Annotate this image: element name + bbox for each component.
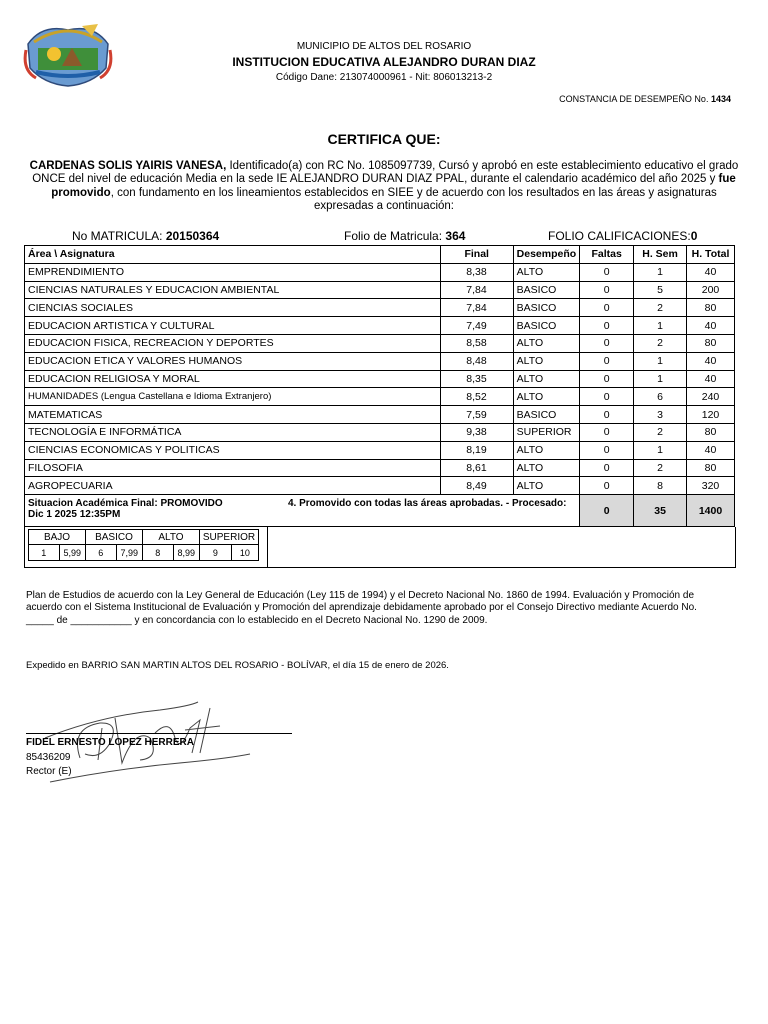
cell-htotal: 240 [687,388,735,406]
cell-hsem: 8 [634,477,687,495]
cell-area: CIENCIAS SOCIALES [25,299,441,317]
scale-value: 5,99 [59,545,85,561]
cell-htotal: 320 [687,477,735,495]
performance-scale [28,529,259,561]
cell-desempeno: BASICO [513,406,580,424]
cell-htotal: 80 [687,423,735,441]
cell-final: 8,58 [440,334,513,352]
cell-htotal: 80 [687,334,735,352]
table-row [25,406,735,424]
situacion-final: Situacion Académica Final: PROMOVIDO [28,498,223,510]
cell-hsem: 5 [634,281,687,299]
table-row [25,441,735,459]
grades-table [24,245,735,527]
scale-label-basico: BASICO [86,530,143,545]
cell-hsem: 2 [634,299,687,317]
student-name: CARDENAS SOLIS YAIRIS VANESA, [29,160,227,172]
cell-faltas: 0 [580,406,634,424]
table-header-row [25,246,735,264]
cell-area: AGROPECUARIA [25,477,441,495]
table-row [25,352,735,370]
cell-faltas: 0 [580,281,634,299]
cell-htotal: 40 [687,370,735,388]
cell-desempeno: BASICO [513,281,580,299]
table-row [25,477,735,495]
cell-final: 7,59 [440,406,513,424]
cell-area: HUMANIDADES (Lengua Castellana e Idioma Extranjero) [25,388,441,406]
cell-htotal: 200 [687,281,735,299]
scale-label-bajo: BAJO [29,530,86,545]
cell-hsem: 1 [634,263,687,281]
header-faltas: Faltas [580,246,634,264]
total-hsem: 35 [634,495,687,527]
cell-area: CIENCIAS ECONOMICAS Y POLITICAS [25,441,441,459]
cell-desempeno: ALTO [513,334,580,352]
cell-hsem: 1 [634,317,687,335]
header-hsem: H. Sem [634,246,687,264]
cell-final: 7,84 [440,299,513,317]
scale-value: 9 [200,545,232,561]
cell-faltas: 0 [580,299,634,317]
scale-value: 8 [143,545,174,561]
cell-final: 8,49 [440,477,513,495]
cell-desempeno: ALTO [513,352,580,370]
scale-value: 6 [86,545,117,561]
cell-area: FILOSOFIA [25,459,441,477]
folio-matricula: Folio de Matricula: 364 [344,229,466,243]
cell-desempeno: SUPERIOR [513,423,580,441]
cell-faltas: 0 [580,263,634,281]
header-final: Final [440,246,513,264]
total-faltas: 0 [580,495,634,527]
cell-hsem: 2 [634,334,687,352]
signatory-role: Rector (E) [26,766,72,777]
situacion-date: Dic 1 2025 12:35PM [28,509,121,521]
scale-box [24,527,736,568]
cell-faltas: 0 [580,459,634,477]
cell-area: EDUCACION ARTISTICA Y CULTURAL [25,317,441,335]
signatory-id: 85436209 [26,752,71,763]
cell-final: 7,49 [440,317,513,335]
matricula-number: No MATRICULA: 20150364 [72,229,220,243]
cell-hsem: 3 [634,406,687,424]
cell-hsem: 2 [634,459,687,477]
constancia-number: CONSTANCIA DE DESEMPEÑO No. 1434 [559,94,731,104]
cell-faltas: 0 [580,352,634,370]
table-row [25,299,735,317]
cell-htotal: 40 [687,317,735,335]
cell-hsem: 1 [634,441,687,459]
cell-area: MATEMATICAS [25,406,441,424]
certifica-title: CERTIFICA QUE: [327,131,441,147]
cell-faltas: 0 [580,370,634,388]
cell-faltas: 0 [580,388,634,406]
scale-label-alto: ALTO [143,530,200,545]
cell-faltas: 0 [580,423,634,441]
table-row [25,370,735,388]
cell-htotal: 40 [687,441,735,459]
cell-area: EMPRENDIMIENTO [25,263,441,281]
table-row [25,334,735,352]
cell-area: EDUCACION ETICA Y VALORES HUMANOS [25,352,441,370]
header-htotal: H. Total [687,246,735,264]
cell-faltas: 0 [580,441,634,459]
scale-value: 1 [29,545,60,561]
scale-value: 8,99 [173,545,199,561]
header-desempeno: Desempeño [513,246,580,264]
total-htotal: 1400 [687,495,735,527]
cell-faltas: 0 [580,477,634,495]
municipality: MUNICIPIO DE ALTOS DEL ROSARIO [296,41,472,52]
header-area: Área \ Asignatura [25,246,441,264]
legal-text: Plan de Estudios de acuerdo con la Ley General de Educación (Ley 115 de 1994) y el Decreto Nacional No. 1860 de 1994. Evaluación y Promoción de acuerdo con el Sistema Institucional de Evaluación y Promoción del aprendizaje debidamente aprobado por el Consejo Directivo mediante Acuerdo No. _____ de ___________ y en concordancia con lo establecido en el Decreto Nacional No. 1290 de 2009. [26,590,697,626]
totals-row [25,495,735,527]
cell-hsem: 6 [634,388,687,406]
cell-desempeno: ALTO [513,459,580,477]
scale-label-superior: SUPERIOR [200,530,259,545]
cell-final: 7,84 [440,281,513,299]
table-row [25,459,735,477]
table-row [25,281,735,299]
cell-htotal: 80 [687,299,735,317]
cell-area: EDUCACION RELIGIOSA Y MORAL [25,370,441,388]
table-row [25,317,735,335]
table-row [25,423,735,441]
cell-desempeno: ALTO [513,370,580,388]
cell-final: 8,52 [440,388,513,406]
cell-htotal: 40 [687,352,735,370]
cell-area: EDUCACION FISICA, RECREACION Y DEPORTES [25,334,441,352]
cell-hsem: 1 [634,370,687,388]
cell-htotal: 80 [687,459,735,477]
cell-final: 8,61 [440,459,513,477]
scale-value: 10 [231,545,258,561]
institution-name: INSTITUCION EDUCATIVA ALEJANDRO DURAN DIAZ [232,55,536,69]
issue-place-date: Expedido en BARRIO SAN MARTIN ALTOS DEL ROSARIO - BOLÍVAR, el día 15 de enero de 2026. [26,660,449,671]
cell-area: TECNOLOGÍA E INFORMÁTICA [25,423,441,441]
situacion-cell [25,495,580,527]
cell-htotal: 120 [687,406,735,424]
institution-codes: Código Dane: 213074000961 - Nit: 806013213-2 [275,72,493,83]
cell-desempeno: BASICO [513,299,580,317]
scale-value: 7,99 [116,545,142,561]
cell-desempeno: ALTO [513,477,580,495]
cell-desempeno: BASICO [513,317,580,335]
cell-hsem: 2 [634,423,687,441]
scale-divider [267,527,268,567]
table-row [25,263,735,281]
signature-line [26,733,292,734]
cell-hsem: 1 [634,352,687,370]
cell-desempeno: ALTO [513,263,580,281]
table-row [25,388,735,406]
cell-htotal: 40 [687,263,735,281]
cell-desempeno: ALTO [513,388,580,406]
cell-desempeno: ALTO [513,441,580,459]
situacion-note: 4. Promovido con todas las áreas aprobadas. - Procesado: [288,498,567,510]
cell-final: 8,48 [440,352,513,370]
cell-final: 8,19 [440,441,513,459]
certification-statement: CARDENAS SOLIS YAIRIS VANESA, Identificado(a) con RC No. 1085097739, Cursó y aprobó en este establecimiento educativo el grado ONCE del nivel de educación Media en la sede IE ALEJANDRO DURAN DIAZ PPAL, durante el calendario académico del año 2025 y fue promovido, con fundamento en los lineamientos establecidos en SIEE y de acuerdo con los resultados en las áreas y asignaturas expresadas a continuación: [29,160,739,212]
cell-final: 9,38 [440,423,513,441]
signatory-name: FIDEL ERNESTO LOPEZ HERRERA [26,737,194,748]
cell-faltas: 0 [580,334,634,352]
cell-final: 8,38 [440,263,513,281]
cell-faltas: 0 [580,317,634,335]
cell-area: CIENCIAS NATURALES Y EDUCACION AMBIENTAL [25,281,441,299]
folio-calificaciones: FOLIO CALIFICACIONES:0 [548,229,698,243]
cell-final: 8,35 [440,370,513,388]
